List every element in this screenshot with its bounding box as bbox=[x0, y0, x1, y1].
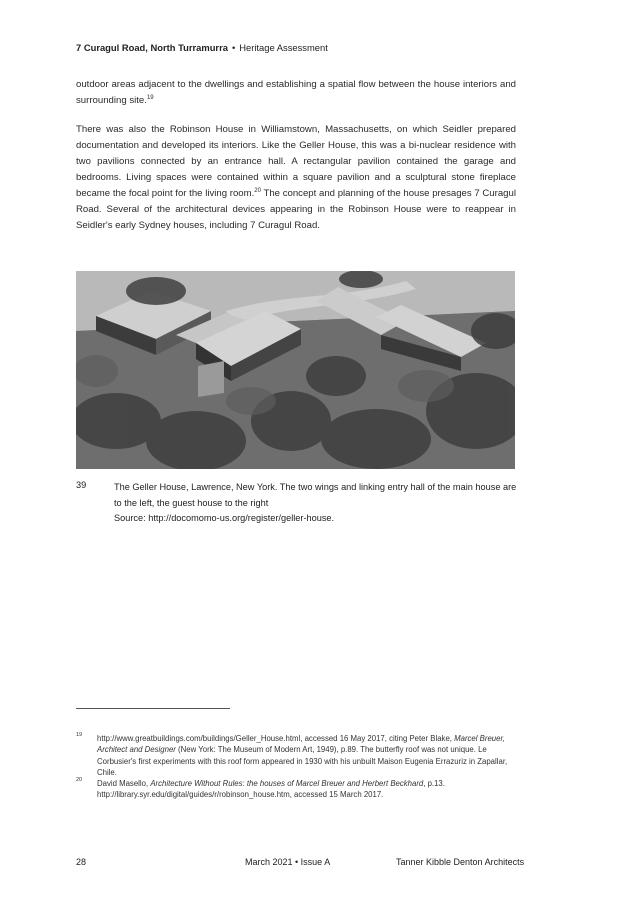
footnote-ref-20[interactable]: 20 bbox=[254, 188, 261, 194]
figure-source: Source: http://docomomo-us.org/register/geller-house. bbox=[114, 513, 335, 523]
paragraph-2 bbox=[76, 122, 516, 234]
figure-caption: The Geller House, Lawrence, New York. The two wings and linking entry hall of the main house are to the left, the guest house to the right bbox=[114, 482, 517, 508]
footnote-20-number: 20 bbox=[76, 777, 83, 783]
footnote-19-text bbox=[97, 733, 517, 778]
footnote-19-book-title: Marcel Breuer, Architect and Designer bbox=[97, 734, 505, 755]
header-subtitle: Heritage Assessment bbox=[239, 42, 328, 53]
running-header bbox=[76, 42, 328, 53]
page-number: 28 bbox=[76, 857, 87, 867]
footnote-19-number: 19 bbox=[76, 732, 83, 738]
header-title: 7 Curagul Road, North Turramurra bbox=[76, 42, 228, 53]
paragraph-2-text-b: The concept and planning of the house presages 7 Curagul Road. Several of the architectural devices appearing in the Robinson House were to reappear in Seidler's early Sydney houses, including 7 Curagul Road. bbox=[76, 188, 516, 231]
figure-caption-block bbox=[114, 480, 518, 527]
footnote-20-text bbox=[97, 778, 517, 801]
footnote-19-text-b: (New York: The Museum of Modern Art, 1949), p.89. The butterfly roof was not unique. Le Corbusier's first experiments with this roof form appeared in 1930 with his unbuilt Maison Eugenia Errazuriz in Zapallar, Chile. bbox=[97, 745, 508, 777]
footnote-20-book-title: Architecture Without Rules: the houses of Marcel Breuer and Herbert Beckhard bbox=[150, 779, 424, 788]
footnote-ref-19[interactable]: 19 bbox=[146, 95, 154, 101]
footer-firm: Tanner Kibble Denton Architects bbox=[396, 857, 525, 867]
header-separator: • bbox=[231, 42, 236, 53]
footnote-20-text-a: David Masello, bbox=[97, 779, 151, 788]
paragraph-1 bbox=[76, 77, 516, 109]
geller-house-aerial-photo bbox=[76, 271, 515, 469]
footnote-divider bbox=[76, 708, 230, 709]
figure-number: 39 bbox=[76, 480, 87, 490]
footer-issue: March 2021 • Issue A bbox=[245, 857, 331, 867]
paragraph-2-text-a: There was also the Robinson House in Williamstown, Massachusetts, on which Seidler prepared documentation and developed its interiors. Like the Geller House, this was a bi-nuclear residence with two pavilions connected by an entrance hall. A rectangular pavilion contained the garage and bedrooms. Living spaces were contained within a square pavilion and a sculptural stone fireplace became the focal point for the living room. bbox=[76, 124, 516, 199]
footnote-20-text-b: , p.13. http://library.syr.edu/digital/guides/r/robinson_house.htm, accessed 15 March 2017. bbox=[97, 779, 445, 800]
paragraph-1-text: outdoor areas adjacent to the dwellings and establishing a spatial flow between the house interiors and surrounding site. bbox=[76, 79, 516, 106]
footnote-19-text-a: http://www.greatbuildings.com/buildings/Geller_House.html, accessed 16 May 2017, citing Peter Blake, bbox=[97, 734, 455, 743]
